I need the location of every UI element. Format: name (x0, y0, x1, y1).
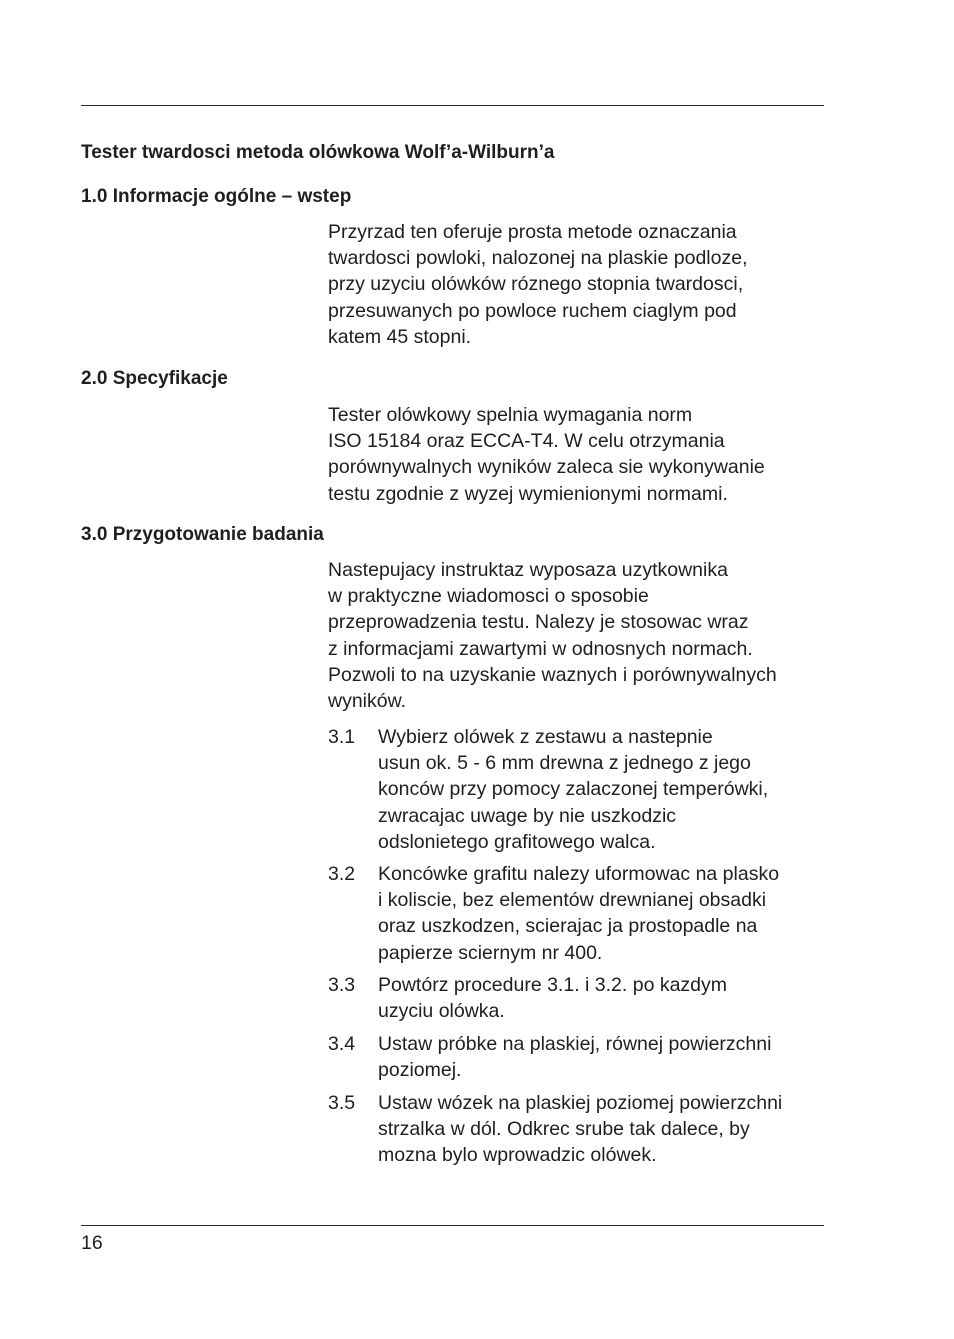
section-heading-3: 3.0 Przygotowanie badania (81, 524, 324, 545)
section-heading-2: 2.0 Specyfikacje (81, 368, 228, 389)
step-text: Koncówke grafitu nalezy uformowac na plasko i koliscie, bez elementów drewnianej obsadki oraz uszkodzen, scierajac ja prostopadle na papierze sciernym nr 400. (378, 863, 780, 964)
step-text: Ustaw wózek na plaskiej poziomej powierzchni strzalka w dól. Odkrec srube tak dalece, by mozna bylo wprowadzic olówek. (378, 1092, 783, 1167)
bottom-divider (81, 1225, 824, 1226)
section-text-3: Nastepujacy instruktaz wyposaza uzytkownika w praktyczne wiadomosci o sposobie przeprowadzenia testu. Nalezy je stosowac wraz z informacjami zawartymi w odnosnych normach. Pozwoli to na uzyskanie waznych i porównywalnych wyników. (328, 559, 777, 713)
step-number: 3.3 (328, 974, 356, 996)
step-number: 3.4 (328, 1033, 356, 1055)
top-divider (81, 105, 824, 106)
step-text: Wybierz olówek z zestawu a nastepnie usun ok. 5 - 6 mm drewna z jednego z jego konców przy pomocy zalaczonej temperówki, zwracajac uwage by nie uszkodzic odslonietego grafitowego walca. (378, 726, 769, 853)
step-number: 3.5 (328, 1092, 356, 1114)
step-text: Powtórz procedure 3.1. i 3.2. po kazdym uzyciu olówka. (378, 974, 728, 1023)
section-text-2: Tester olówkowy spelnia wymagania norm ISO 15184 oraz ECCA-T4. W celu otrzymania porównywalnych wyników zaleca sie wykonywanie testu zgodnie z wyzej wymienionymi normami. (328, 404, 765, 505)
page-number: 16 (81, 1232, 103, 1254)
step-number: 3.1 (328, 726, 356, 748)
section-text-1: Przyrzad ten oferuje prosta metode oznaczania twardosci powloki, nalozonej na plaskie podloze, przy uzyciu olówków róznego stopnia twardosci, przesuwanych po powloce ruchem ciaglym pod katem 45 stopni. (328, 221, 748, 348)
step-number: 3.2 (328, 863, 356, 885)
section-heading-1: 1.0 Informacje ogólne – wstep (81, 186, 352, 207)
document-title: Tester twardosci metoda olówkowa Wolf’a-Wilburn’a (81, 142, 555, 163)
step-text: Ustaw próbke na plaskiej, równej powierzchni poziomej. (378, 1033, 772, 1082)
